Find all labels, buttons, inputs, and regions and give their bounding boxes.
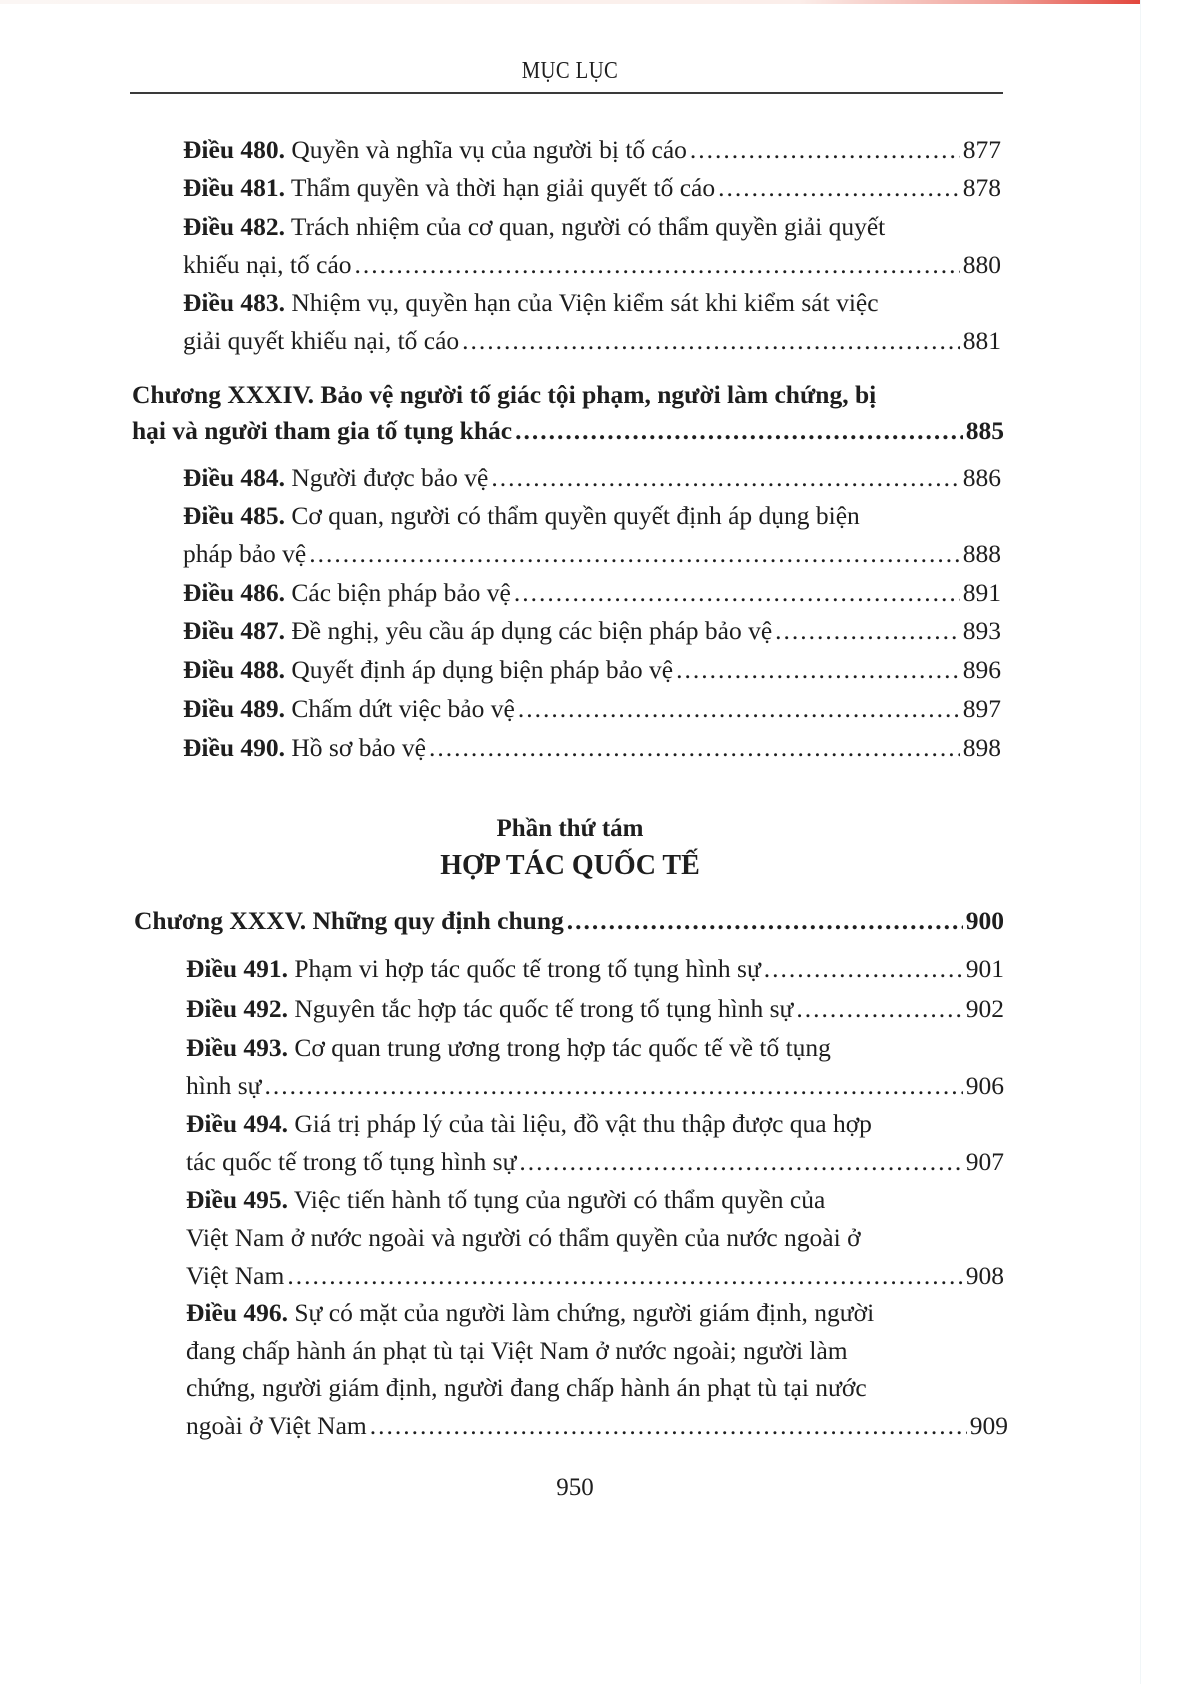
- page-number: 891: [962, 578, 1001, 607]
- toc-entry-494-line1[interactable]: [186, 1105, 1004, 1143]
- article-label: Điều 489.: [183, 694, 285, 723]
- article-title: Việc tiến hành tố tụng của người có thẩm quyền của: [293, 1185, 826, 1214]
- dot-leader: [264, 1067, 962, 1105]
- toc-entry-491[interactable]: [186, 950, 1004, 988]
- article-label: Điều 482.: [183, 212, 285, 241]
- toc-entry-496-line3[interactable]: [186, 1369, 1008, 1407]
- page-number: 885: [965, 416, 1004, 445]
- article-label: Điều 495.: [186, 1185, 288, 1214]
- page-number: 888: [962, 539, 1001, 568]
- page-number: 880: [962, 250, 1001, 279]
- dot-leader: [491, 459, 959, 497]
- page-number: 877: [962, 135, 1001, 164]
- dot-leader: [519, 1143, 962, 1181]
- article-title: Trách nhiệm của cơ quan, người có thẩm quyền giải quyết: [290, 212, 886, 241]
- article-label: Điều 491.: [186, 954, 288, 983]
- page-folio: 950: [556, 1474, 594, 1501]
- toc-entry-495-line2[interactable]: [186, 1219, 1004, 1257]
- toc-entry-487[interactable]: [183, 612, 1001, 650]
- chapter-title: Bảo vệ người tố giác tội phạm, người làm chứng, bị: [320, 380, 877, 409]
- toc-entry-496-line4[interactable]: [186, 1407, 1008, 1445]
- article-label: Điều 483.: [183, 288, 285, 317]
- article-title-cont: tác quốc tế trong tố tụng hình sự: [186, 1147, 517, 1176]
- article-title-cont: ngoài ở Việt Nam: [186, 1411, 367, 1440]
- page-number: 897: [962, 694, 1001, 723]
- chapter-title-cont: hại và người tham gia tố tụng khác: [132, 416, 513, 445]
- article-title: Phạm vi hợp tác quốc tế trong tố tụng hình sự: [294, 954, 761, 983]
- toc-entry-493-line2[interactable]: [186, 1067, 1004, 1105]
- article-title: Chấm dứt việc bảo vệ: [291, 694, 515, 723]
- page-number: 893: [962, 616, 1001, 645]
- toc-chapter-35[interactable]: [134, 902, 1004, 940]
- article-title: Cơ quan trung ương trong hợp tác quốc tế về tố tụng: [294, 1033, 831, 1062]
- article-title: Thẩm quyền và thời hạn giải quyết tố cáo: [290, 173, 716, 202]
- page-number: 881: [962, 326, 1001, 355]
- chapter-label: Chương XXXIV.: [132, 380, 314, 409]
- dot-leader: [370, 1407, 967, 1445]
- article-label: Điều 493.: [186, 1033, 288, 1062]
- dot-leader: [567, 902, 963, 940]
- dot-leader: [690, 131, 960, 169]
- toc-entry-482-line1[interactable]: [183, 208, 1001, 246]
- page-number: 886: [962, 463, 1001, 492]
- article-label: Điều 492.: [186, 994, 288, 1023]
- header-rule: [130, 92, 1003, 94]
- article-label: Điều 481.: [183, 173, 285, 202]
- toc-entry-493-line1[interactable]: [186, 1029, 1004, 1067]
- article-title: Hồ sơ bảo vệ: [291, 733, 426, 762]
- page-number: 906: [965, 1071, 1004, 1100]
- article-title-cont: đang chấp hành án phạt tù tại Việt Nam ở nước ngoài; người làm: [186, 1336, 848, 1365]
- page-number: 901: [965, 954, 1004, 983]
- dot-leader: [429, 729, 960, 767]
- article-title: Quyết định áp dụng biện pháp bảo vệ: [291, 655, 674, 684]
- article-title-cont: Việt Nam ở nước ngoài và người có thẩm quyền của nước ngoài ở: [186, 1223, 861, 1252]
- page-number: 900: [965, 906, 1004, 935]
- article-label: Điều 490.: [183, 733, 285, 762]
- article-title: Quyền và nghĩa vụ của người bị tố cáo: [291, 135, 687, 164]
- dot-leader: [309, 535, 960, 573]
- toc-entry-483-line1[interactable]: [183, 284, 1001, 322]
- page-number: 898: [962, 733, 1001, 762]
- article-title: Nhiệm vụ, quyền hạn của Viện kiểm sát khi kiểm sát việc: [291, 288, 879, 317]
- article-title: Đề nghị, yêu cầu áp dụng các biện pháp bảo vệ: [291, 616, 773, 645]
- toc-entry-495-line3[interactable]: [186, 1257, 1004, 1295]
- scan-margin: [1140, 0, 1190, 1684]
- toc-entry-496-line2[interactable]: [186, 1332, 1008, 1370]
- toc-entry-496-line1[interactable]: [186, 1294, 1008, 1332]
- article-title: Các biện pháp bảo vệ: [291, 578, 511, 607]
- article-title: Người được bảo vệ: [291, 463, 489, 492]
- toc-entry-490[interactable]: [183, 729, 1001, 767]
- toc-chapter-34-line2[interactable]: [132, 412, 1004, 450]
- dot-leader: [355, 246, 960, 284]
- toc-entry-488[interactable]: [183, 651, 1001, 689]
- article-label: Điều 485.: [183, 501, 285, 530]
- toc-entry-492[interactable]: [186, 990, 1004, 1028]
- article-label: Điều 488.: [183, 655, 285, 684]
- dot-leader: [718, 169, 960, 207]
- dot-leader: [676, 651, 960, 689]
- toc-entry-486[interactable]: [183, 574, 1001, 612]
- article-label: Điều 484.: [183, 463, 285, 492]
- dot-leader: [518, 690, 960, 728]
- article-title-cont: giải quyết khiếu nại, tố cáo: [183, 326, 460, 355]
- article-title-cont: chứng, người giám định, người đang chấp hành án phạt tù tại nước: [186, 1373, 867, 1402]
- toc-entry-482-line2[interactable]: [183, 246, 1001, 284]
- running-head: MỤC LỤC: [521, 58, 619, 84]
- article-label: Điều 487.: [183, 616, 285, 645]
- toc-chapter-34-line1[interactable]: [132, 376, 1004, 414]
- page-number: 896: [962, 655, 1001, 684]
- article-title: Nguyên tắc hợp tác quốc tế trong tố tụng hình sự: [294, 994, 794, 1023]
- chapter-label: Chương XXXV.: [134, 906, 307, 935]
- page-number: 878: [962, 173, 1001, 202]
- toc-entry-484[interactable]: [183, 459, 1001, 497]
- article-title: Cơ quan, người có thẩm quyền quyết định áp dụng biện: [291, 501, 860, 530]
- article-label: Điều 496.: [186, 1298, 288, 1327]
- toc-entry-495-line1[interactable]: [186, 1181, 1004, 1219]
- dot-leader: [462, 322, 960, 360]
- part-title: HỢP TÁC QUỐC TẾ: [440, 850, 700, 881]
- article-title-cont: khiếu nại, tố cáo: [183, 250, 352, 279]
- article-title-cont: Việt Nam: [186, 1261, 285, 1290]
- part-number: Phần thứ tám: [496, 815, 644, 842]
- toc-entry-485-line1[interactable]: [183, 497, 1001, 535]
- article-title: Sự có mặt của người làm chứng, người giám định, người: [294, 1298, 875, 1327]
- toc-entry-483-line2[interactable]: [183, 322, 1001, 360]
- page-number: 902: [965, 994, 1004, 1023]
- page-number: 907: [965, 1147, 1004, 1176]
- toc-entry-480[interactable]: [183, 131, 1001, 169]
- toc-entry-481[interactable]: [183, 169, 1001, 207]
- chapter-title: Những quy định chung: [312, 906, 564, 935]
- dot-leader: [764, 950, 963, 988]
- article-label: Điều 486.: [183, 578, 285, 607]
- toc-entry-494-line2[interactable]: [186, 1143, 1004, 1181]
- dot-leader: [514, 574, 960, 612]
- page-number: 909: [969, 1411, 1008, 1440]
- dot-leader: [287, 1257, 962, 1295]
- page-number: 908: [965, 1261, 1004, 1290]
- dot-leader: [775, 612, 960, 650]
- dot-leader: [796, 990, 962, 1028]
- dot-leader: [515, 412, 963, 450]
- article-title-cont: pháp bảo vệ: [183, 539, 307, 568]
- article-title-cont: hình sự: [186, 1071, 262, 1100]
- article-title: Giá trị pháp lý của tài liệu, đồ vật thu thập được qua hợp: [294, 1109, 872, 1138]
- article-label: Điều 494.: [186, 1109, 288, 1138]
- article-label: Điều 480.: [183, 135, 285, 164]
- toc-entry-489[interactable]: [183, 690, 1001, 728]
- toc-entry-485-line2[interactable]: [183, 535, 1001, 573]
